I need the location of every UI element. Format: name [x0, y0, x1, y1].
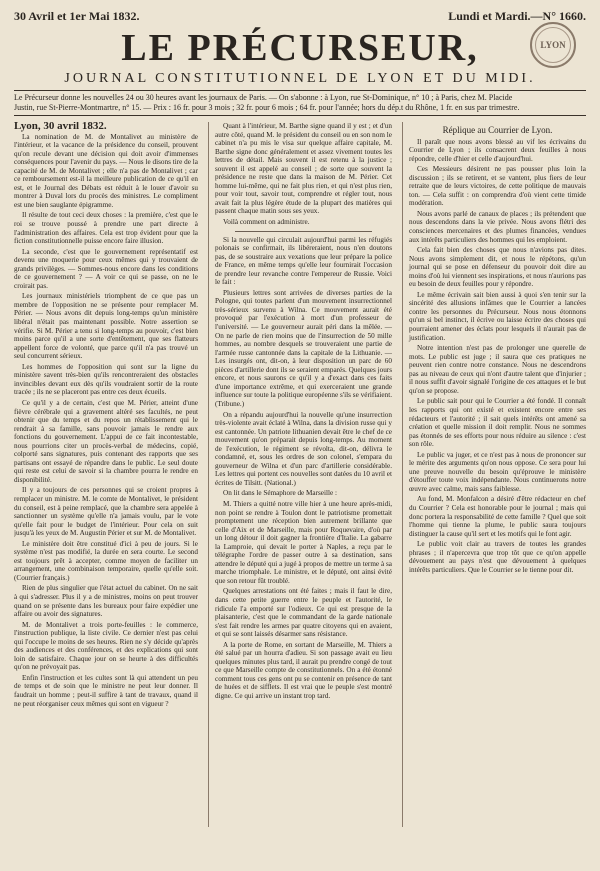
article-paragraph: Les hommes de l'opposition qui sont sur la ligne du ministère savent très-bien qu'ils rencontreraient des obstacles invincibles devant eux dès qu'ils voudraient sortir de la route tracée ; ils ne se placeront pas entre ces deux écueils. — [14, 362, 198, 397]
article-paragraph: Au fond, M. Monfalcon a désiré d'être rédacteur en chef du Courrier ? Cela est honorable pour le journal ; mais qui donc portera la responsabilité de cette famille ? Quel que soit l'homme qui tienne la plume, le public saura toujours distinguer la cause qu'il sert et les motifs qui le font agir. — [409, 495, 586, 538]
article-paragraph: Il y a toujours de ces personnes qui se croient propres à remplacer un ministre. M. le comte de Montalivet, le président du conseil, est à peine remplacé, que la chambre sera appelée à sanctionner un système qu'elle n'a jamais voulu, par le vote qu'elle fait pour le budget de l'intérieur. Pour cela on suit jusqu'à les yeux de M. Augustin Périer et sur M. de Montalivet. — [14, 486, 198, 538]
notice-line-1: Le Précurseur donne les nouvelles 24 ou 30 heures avant les journaux de Paris. — On s'abonne : à Lyon, rue St-Dominique, n° 10 ; à Paris, chez M. Placide — [14, 93, 513, 102]
article-heading: Réplique au Courrier de Lyon. — [442, 125, 553, 135]
article-paragraph: La seconde, c'est que le gouvernement représentatif est devenu une moquerie pour ceux mêmes qui y trouvaient de grands privilèges. — Sommes-nous encore dans les conditions de ce gouvernement ? — A voir ce qui se passe, on ne le croirait pas. — [14, 247, 198, 290]
article-paragraph: Nous avons parlé de canaux de places ; ils prétendent que nous descendons dans la vie privée. Nous avons flétri des consciences mercenaires et des plumes financées, vendues aux intérêts particuliers des hommes qui les emploient. — [409, 209, 586, 244]
subscription-notice — [14, 90, 586, 116]
article-paragraph: Plusieurs lettres sont arrivées de diverses parties de la Pologne, qui toutes parlent d'un mouvement insurrectionnel très-sérieux survenu à Wilna. Ce mouvement aurait été provoqué par l'exécution à mort d'un professeur de l'université. — Le gouverneur aurait péri dans la mêlée. — On ne parle de rien moins que de l'insurrection de 50 mille hommes, au nombre desquels se trouveraient une partie de l'armée russe cantonnée dans la capitale de la Lithuanie. — Les insurgés ont, dit-on, à leur disposition un parc de 60 pièces d'artillerie dont ils se seraient emparés. Quelques jours encore, et nous saurons ce qu'il y a d'exact dans ces faits d'une importance extrême, et qui exerceraient une grande influence sur toute la politique européenne s'ils se vérifiaient. (Tribune.) — [215, 288, 392, 408]
column-2 — [208, 122, 392, 827]
article-paragraph: Quant à l'intérieur, M. Barthe signe quand il y est ; et d'un autre côté, quand M. le président du conseil ou en son nom le cabinet n'a pu mis le visa sur quelque affaire capitale, M. Barthe signe donc généralement et assez vivement toutes les lettres de détail. Mais souvent il est retenu à la justice ; souvent il est appelé au conseil ; de sorte que souvent la présidence ne reste que dans la maison de M. Périer. Cet homme lui-même, qui ne fait plus rien, et qui n'est plus rien, pour voir tout, savoir tout, comprendre et régler tout, nous avait fait la plus légère étude de la plupart des matières qui passent chaque matin sous ses yeux. — [215, 122, 392, 216]
article-paragraph: Si la nouvelle qui circulait aujourd'hui parmi les réfugiés polonais se confirmait, ils libéreraient, nous n'en doutons pas, de se soustraire aux vexations que leur prépare la police de France, en même temps qu'elle leur fournirait l'occasion de prendre leur revanche contre l'empereur de Russie. Voici le fait : — [215, 235, 392, 287]
column-3 — [402, 122, 586, 827]
article-paragraph: Le public voit clair au travers de toutes les grandes phrases ; il n'apercevra que trop tôt que ce qu'on appelle dévouement au pays n'est que dévouement à quelques intérêts particuliers. Que le Courrier se le tienne pour dit. — [409, 540, 586, 574]
article-paragraph: La nomination de M. de Montalivet au ministère de l'intérieur, et la vacance de la présidence du conseil, prouvent qu'on recule devant une décision qui doit avoir d'immenses conséquences pour l'avenir du pays. — Nous le disons tire de la capacité de M. de Montalivet ; elle n'a pas de Montalivet ; car ce remboursement est-il la meilleure publication de ce qu'il en est, et le Journal des Débats est réduit à le louer d'avoir su montrer à Duval lors du procès des ministres. Le compliment est une bien sauglante épigramme. — [14, 132, 198, 209]
article-paragraph: A la porte de Rome, en sortant de Marseille, M. Thiers a été salué par un hourra d'adieu. Si son passage avait eu lieu quelques minutes plus tard, il aurait pu prendre congé de tout ce que Marseille compte de constitutionnels. On a été étonné comment tous ces gens ont pu se contenir en présence de tant de huées et de sifflets. Il est vrai que le peuple s'est montré digne. Ce qui arrive un instant trop tard. — [215, 640, 392, 700]
article-paragraph: Le même écrivain sait bien aussi à quoi s'en tenir sur la sincérité des allusions infâmes que le Courrier a lancées contre les personnes du Précurseur. Nous nous étonnons qu'un si bel instinct, il écrive ou laisse écrire des choses qui pourraient amener des éclats pour lesquels il n'aurait pas de justification. — [409, 290, 586, 342]
article-columns — [14, 122, 586, 827]
article-paragraph: Enfin l'instruction et les cultes sont là qui attendent un peu de temps et de soin que le ministre ne peut leur donner. Il faudrait un homme ; peut-il suffire à tant de travaux, quand il ne peut réorganiser ceux mêmes qui sont en vigueur ? — [14, 673, 198, 708]
article-paragraph: Voilà comment on administre. — [223, 218, 310, 227]
stamp-text: LYON — [540, 40, 566, 50]
masthead-title: LE PRÉCURSEUR, — [121, 27, 479, 69]
article-paragraph: On a répandu aujourd'hui la nouvelle qu'une insurrection très-violente avait éclaté à Wilna, dans la division russe qui y est cantonnée. Un patriote lithuanien devait être le chef de ce mouvement qu'on préparait depuis long-temps. Au moment de l'exécution, le régiment se révolta, dit-on, délivra le condamné, et, sous les ordres de son colonel, s'empara du gouverneur de Wilna et d'un parc d'artillerie considérable. Les lettres qui portent ces nouvelles sont datées du 10 avril et écrites de Tilsitt. (National.) — [215, 410, 392, 487]
article-paragraph: Il résulte de tout ceci deux choses : la première, c'est que le roi se trouve poussé à prendre une part directe à l'administration des affaires. Cela est trop évident pour que la fiction constitutionnelle puisse encore faire illusion. — [14, 211, 198, 246]
article-paragraph: M. de Montalivet a trois porte-feuilles : le commerce, l'instruction publique, la liste civile. Ce dernier n'est pas celui qui l'occupe le moins de ses heures. Rien ne s'y décide qu'après des audiences et des conférences, et des explications qui sont loin de satisfaire. Chaque jour on se heurte à des difficultés qu'on ne prévoyait pas. — [14, 620, 198, 672]
library-stamp — [530, 22, 576, 68]
article-paragraph: Quelques arrestations ont été faites ; mais il faut le dire, dans cette petite guerre entre le peuple et l'autorité, le ridicule l'a emporté sur l'odieux. Ce qui est presque de la plaisanterie, c'est que le commandant de la garde nationale s'est fait rendre les armes par quatre citoyens qui en avaient, et qui se sont laissés désarmer sans résistance. — [215, 587, 392, 639]
article-paragraph: Le public va juger, et ce n'est pas à nous de prononcer sur le mérite des arguments qu'on nous oppose. Ce sera pour lui une preuve nouvelle du besoin qu'éprouve le ministère d'étouffer toute voix indépendante. Nous continuerons notre œuvre avec calme, mais sans faiblesse. — [409, 450, 586, 493]
dateline-bar — [14, 8, 586, 24]
article-separator — [235, 231, 372, 232]
issue-number: Lundi et Mardi.—N° 1660. — [448, 8, 586, 23]
article-paragraph: Rien de plus singulier que l'état actuel du cabinet. On ne sait à qui s'adresser. Plus il y a de ministres, moins on peut trouver quand on se présente dans les bureaux pour faire expédier une affaire ou avoir des signatures. — [14, 584, 198, 619]
article-paragraph: Les journaux ministériels triomphent de ce que pas un membre de l'opposition ne se présente pour remplacer M. Périer. — Nous avons dit depuis long-temps qu'un ministère libéral n'était pas maintenant possible. Notre assertion se vérifie. Si M. Périer a tenu si long-temps au pouvoir, c'est bien moins parce qu'il a une sorte d'entêtement, que ses flatteurs appellent force de volonté, que parce qu'il n'a pas trouvé un seul concurrent sérieux. — [14, 292, 198, 361]
article-paragraph: Notre intention n'est pas de prolonger une querelle de mots. Le public est juge ; il saura que ces pratiques ne peuvent rien contre notre constance. Nous ne descendrons pas au niveau de ceux qui n'ont d'autre talent que d'injurier ; il nous suffit d'avoir signalé l'origine de ces attaques et le but qu'on se propose. — [409, 344, 586, 395]
masthead-subtitle: JOURNAL CONSTITUTIONNEL DE LYON ET DU MIDI. — [64, 71, 536, 86]
article-paragraph: Ce qu'il y a de certain, c'est que M. Périer, atteint d'une fièvre cérébrale qui a gravement altéré ses facultés, ne peut obtenir que du temps et du repos un rétablissement qui le rendrait à sa famille, sans pouvoir jamais le rendre aux fonctions du gouvernement. L'appui de ce fait incontestable, nous pourrions citer un procès-verbal de médecins, copié, colporté sans signatures, puis contenant des rapports que ses partisans ont essayé de répandre dans le public. Le seul doute qui reste est celui de savoir si la chambre pourra le rendre en disponibilité. — [14, 398, 198, 484]
article-paragraph: M. Thiers a quitté notre ville hier à une heure après-midi, non point se rendre à Toulon dont le patriotisme promettait promptement une réception bien autrement brillante que celle d'Aix et de Marseille, mais pour Roquevaire, d'où par un long détour il doit gagner la frontière d'Italie. La gabarre la Lamproie, qui devait le porter à Naples, a reçu par le télégraphe l'ordre de passer outre à sa destination, sans attendre le député qui a jugé à propos de mettre un terme à sa marche triomphale. Le ministre, et le député, ont ainsi évité que son retour fût troublé. — [215, 499, 392, 585]
article-paragraph: Cela fait bien des choses que nous n'avions pas dites. Nous avons simplement dit, et nous le répétons, qu'un journal qui se pose en défenseur du pouvoir doit dire au moins d'où lui viennent ses inspirations, et nous n'aurions pas eu besoin de deux feuilles pour y répondre. — [409, 246, 586, 289]
article-paragraph: On lit dans le Sémaphore de Marseille : — [223, 489, 337, 498]
article-paragraph: Le ministère doit être constitué d'ici à peu de jours. Si le système n'est pas modifié, la durée en sera courte. Le second est toujours prêt à accepter, comme moyen de faciliter un arrangement, une combinaison temporaire, quelle qu'elle soit. (Courrier français.) — [14, 539, 198, 582]
article-paragraph: Le public sait pour qui le Courrier a été fondé. Il connaît les rapports qui ont existé et existent encore entre ses rédacteurs et l'autorité ; il sait quels intérêts ont amené sa création et quelle mission il doit remplir. Nous ne sommes pas étonnés de ses efforts pour nous réduire au silence : c'est son rôle. — [409, 397, 586, 449]
notice-line-2: Justin, rue St-Pierre-Montmartre, n° 15. — Prix : 16 fr. pour 3 mois ; 32 fr. pour 6 mois ; 64 fr. pour l'année; hors du dép.t du Rhône, 1 fr. en sus par trimestre. — [14, 103, 520, 112]
article-dateline: Lyon, 30 avril 1832. — [14, 122, 107, 132]
article-paragraph: Ces Messieurs désirent ne pas pousser plus loin la discussion ; ils se retirent, et se vantent, plus fiers de leur retraite que de leurs victoires, de cette politique de mauvais ton. — Cela suffit : on comprendra d'où vient cette timide modération. — [409, 165, 586, 208]
issue-date: 30 Avril et 1er Mai 1832. — [14, 8, 140, 23]
column-1 — [14, 122, 198, 827]
article-paragraph: Il paraît que nous avons blessé au vif les écrivains du Courrier de Lyon ; ils consacrent deux feuilles à nous répondre, celle d'hier et celle d'aujourd'hui. — [409, 137, 586, 163]
